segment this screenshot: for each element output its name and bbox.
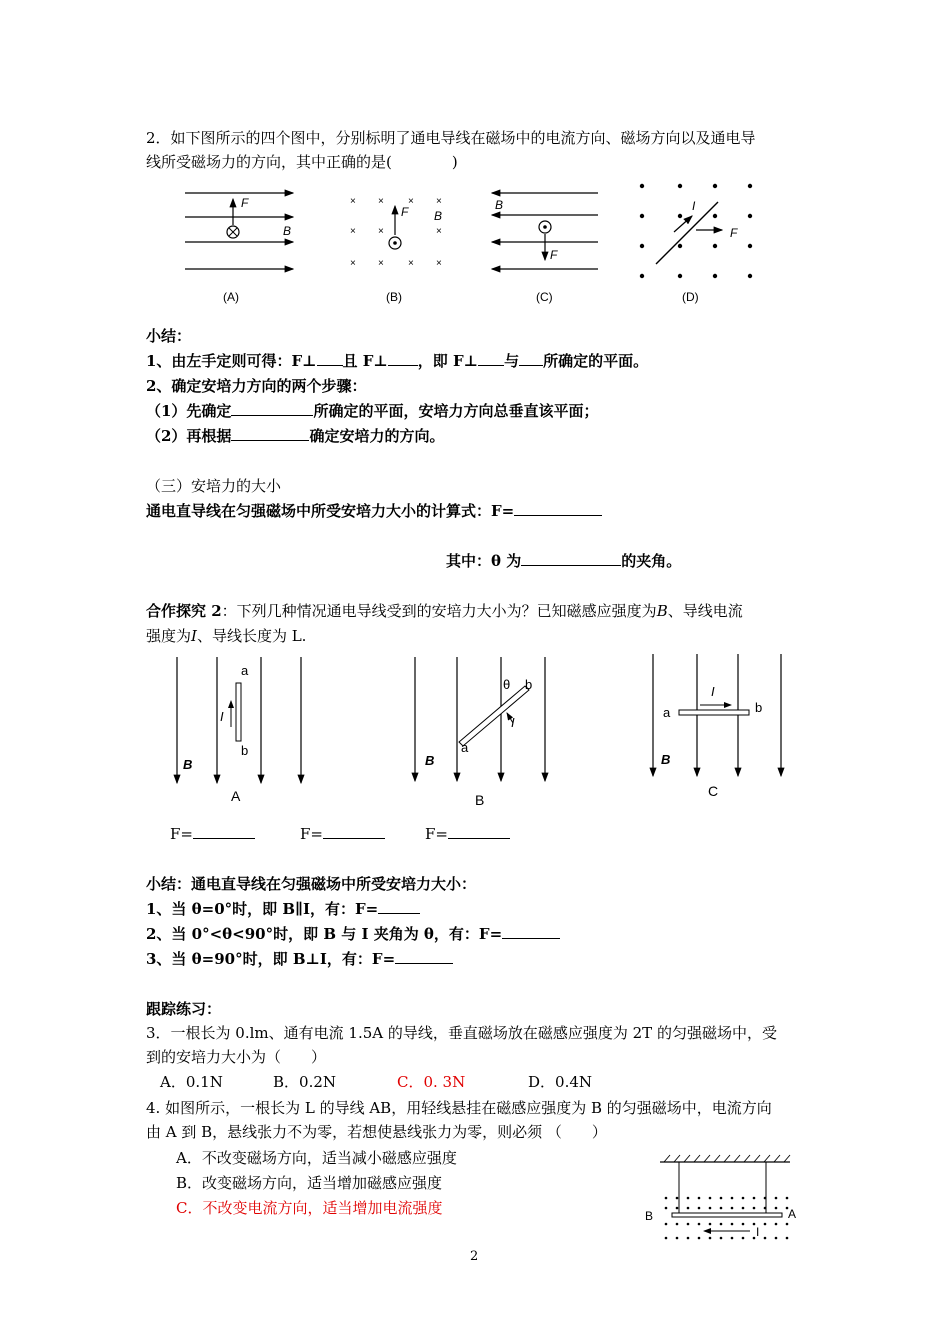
wire [236, 683, 241, 741]
summary1-item1: 1、由左手定则可得：F⊥ 且 F⊥ ，即 F⊥ 与 所确定的平面。 [146, 352, 649, 370]
page-number: 2 [470, 1249, 479, 1264]
q4-figure [642, 1152, 802, 1244]
summary2-title: 小结：通电直导线在匀强磁场中所受安培力大小： [146, 875, 477, 893]
coop2-answer-b: F= [300, 822, 385, 846]
label-B: B [434, 209, 443, 223]
q3-option-d: D．0.4N [528, 1073, 593, 1091]
label-F: F [241, 196, 249, 210]
coop2-line1: 合作探究 2：下列几种情况通电导线受到的安培力大小为？已知磁感应强度为B、导线电流 [146, 602, 743, 620]
q4-option-b: B．改变磁场方向，适当增加磁感应强度 [176, 1174, 443, 1192]
svg-text:×: × [350, 258, 356, 269]
coop2-line2: 强度为I、导线长度为 L. [146, 627, 307, 645]
q2-line2: 线所受磁场力的方向，其中正确的是( ) [146, 153, 458, 171]
label-I: I [511, 715, 515, 730]
summary2-case2: 2、当 0°<θ<90°时，即 B 与 I 夹角为 θ，有：F= [146, 922, 560, 946]
field-into-page-crosses [350, 196, 442, 269]
q4-line2: 由 A 到 B，悬线张力不为零，若想使悬线张力为零，则必须 （ ） [146, 1123, 607, 1141]
q3-line1: 3．一根长为 0.lm、通有电流 1.5A 的导线，垂直磁场放在磁感应强度为 2T 的匀强磁场中，受 [146, 1024, 777, 1042]
svg-text:×: × [378, 258, 384, 269]
label-a: a [663, 705, 671, 720]
coop2-figure-c [645, 652, 795, 802]
q2-line1: 2．如下图所示的四个图中，分别标明了通电导线在磁场中的电流方向、磁场方向以及通电导 [146, 129, 756, 147]
svg-text:×: × [436, 196, 442, 207]
label-B: B [661, 752, 671, 767]
label-B: B [283, 224, 292, 238]
q3-option-a: A．0.1N [160, 1073, 223, 1091]
wire-ab [672, 1213, 782, 1217]
coop2-answer-c: F= [425, 822, 510, 846]
summary2-case3: 3、当 θ=90°时，即 B⊥I，有：F= [146, 947, 453, 971]
section3-theta: 其中：θ 为 的夹角。 [446, 552, 682, 570]
caption-C: C [708, 783, 719, 799]
label-B: B [495, 198, 504, 212]
label-I: I [756, 1225, 760, 1239]
q4-line1: 4. 如图所示，一根长为 L 的导线 AB，用轻线悬挂在磁感应强度为 B 的匀强磁场中，电流方向 [146, 1099, 772, 1117]
practice-title: 跟踪练习： [146, 1000, 222, 1018]
summary1-title: 小结： [146, 327, 192, 345]
label-b: b [755, 700, 763, 715]
label-b: b [241, 743, 249, 758]
q3-option-c: C．0. 3N [397, 1073, 466, 1091]
q2-figure-a [185, 185, 300, 305]
svg-text:×: × [378, 196, 384, 207]
summary1-step1: （1）先确定 所确定的平面，安培力方向总垂直该平面； [146, 402, 599, 420]
ceiling-hatch [664, 1155, 790, 1162]
q2-figure-d [636, 180, 761, 305]
label-F: F [401, 205, 409, 219]
coop2-figure-b [405, 655, 560, 810]
label-b: b [525, 677, 533, 692]
svg-text:×: × [436, 258, 442, 269]
label-F: F [550, 248, 558, 262]
q4-option-a: A．不改变磁场方向，适当减小磁感应强度 [176, 1149, 457, 1167]
wire [459, 686, 529, 746]
label-A: A [788, 1207, 797, 1221]
svg-text:×: × [378, 226, 384, 237]
current-arrow [674, 216, 692, 232]
section3-formula: 通电直导线在匀强磁场中所受安培力大小的计算式：F= [146, 499, 602, 523]
caption-d: (D) [682, 290, 699, 304]
summary1-step2: （2）再根据 确定安培力的方向。 [146, 427, 445, 445]
label-theta: θ [503, 677, 511, 692]
caption-c: (C) [536, 290, 553, 304]
label-a: a [461, 740, 469, 755]
svg-text:×: × [408, 258, 414, 269]
caption-b: (B) [386, 290, 402, 304]
svg-text:×: × [408, 196, 414, 207]
q2-figure-c [490, 185, 605, 305]
coop2-figure-a [165, 655, 315, 810]
wire [656, 202, 718, 264]
q4-option-c: C．不改变电流方向，适当增加电流强度 [176, 1199, 443, 1217]
label-a: a [241, 663, 249, 678]
field-dots [665, 1197, 789, 1240]
svg-text:×: × [350, 196, 356, 207]
label-B: B [425, 753, 435, 768]
label-B: B [183, 757, 193, 772]
caption-B: B [475, 792, 485, 808]
q3-line2: 到的安培力大小为（ ） [146, 1048, 327, 1066]
q3-option-b: B．0.2N [273, 1073, 337, 1091]
summary2-case1: 1、当 θ=0°时，即 B∥I，有：F= [146, 897, 420, 921]
q2-figure-b [348, 190, 458, 305]
caption-A: A [231, 788, 241, 804]
label-B: B [645, 1209, 654, 1223]
svg-text:×: × [436, 226, 442, 237]
coop2-answer-a: F= [170, 822, 255, 846]
label-I: I [711, 684, 715, 699]
section3-title: （三）安培力的大小 [146, 477, 282, 495]
wire [679, 710, 749, 715]
caption-a: (A) [223, 290, 239, 304]
label-I: I [692, 199, 696, 213]
svg-text:×: × [350, 226, 356, 237]
summary1-item2: 2、确定安培力方向的两个步骤： [146, 377, 367, 395]
label-F: F [730, 226, 738, 240]
label-I: I [220, 709, 224, 724]
